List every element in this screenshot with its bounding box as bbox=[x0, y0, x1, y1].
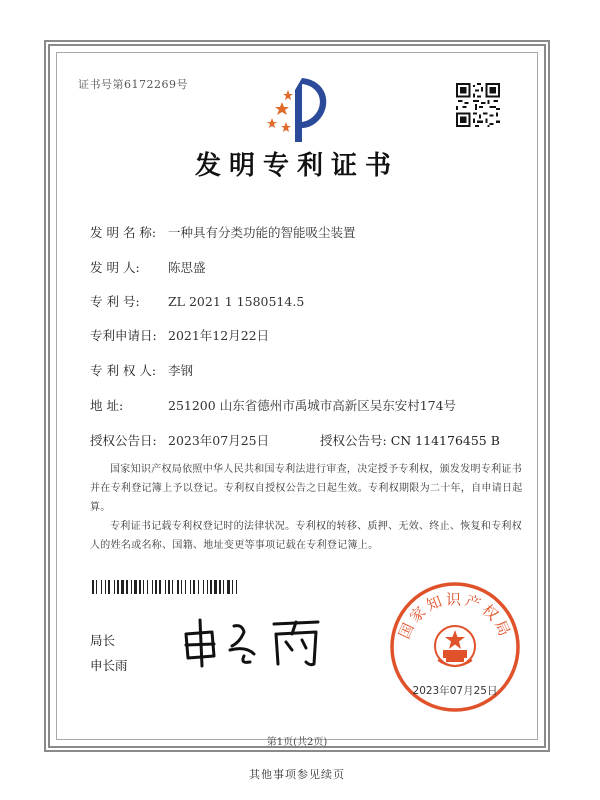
barcode-bar bbox=[198, 580, 199, 594]
invention-name-value: 一种具有分类功能的智能吸尘装置 bbox=[168, 225, 356, 240]
director-name: 申长雨 bbox=[90, 658, 128, 673]
filing-date-row bbox=[90, 326, 269, 344]
grant-pub-no-row bbox=[320, 431, 500, 449]
patentee-row bbox=[90, 361, 193, 379]
barcode-bar bbox=[105, 580, 106, 594]
director-title: 局长 bbox=[90, 633, 116, 648]
grant-pub-date-label: 授权公告日: bbox=[90, 433, 157, 448]
barcode-bar bbox=[96, 580, 97, 594]
barcode-bar bbox=[190, 580, 191, 594]
barcode-bar bbox=[177, 580, 179, 594]
barcode-bar bbox=[139, 580, 141, 594]
grant-pub-no-value: CN 114176455 B bbox=[390, 433, 500, 448]
inventor-row bbox=[90, 258, 206, 276]
barcode-bar bbox=[236, 580, 237, 594]
patentee-value: 李钢 bbox=[168, 363, 194, 378]
grant-pub-date-row bbox=[90, 431, 269, 449]
barcode-bar bbox=[143, 580, 144, 594]
barcode-bar bbox=[114, 580, 115, 594]
patentee-label: 专 利 权 人: bbox=[90, 363, 157, 378]
page-number: 第1页(共2页) bbox=[266, 737, 328, 748]
barcode-bar bbox=[227, 580, 230, 594]
barcode-bar bbox=[155, 580, 157, 594]
qr-code-icon bbox=[456, 83, 500, 127]
barcode-bar bbox=[172, 580, 173, 594]
seal-ring-text: 国家知识产权局 bbox=[395, 590, 515, 642]
invention-name-row bbox=[90, 223, 356, 241]
barcode-bar bbox=[101, 580, 102, 594]
barcode-bar bbox=[219, 580, 221, 594]
barcode-bar bbox=[121, 580, 124, 594]
barcode-bar bbox=[203, 580, 204, 594]
patent-number-value: ZL 2021 1 1580514.5 bbox=[168, 294, 305, 309]
certificate-number: 证书号第6172269号 bbox=[78, 78, 188, 91]
cnipa-logo-icon bbox=[262, 70, 342, 150]
address-value: 251200 山东省德州市禹城市高新区吴东安村174号 bbox=[168, 398, 457, 413]
barcode-bar bbox=[232, 580, 233, 594]
barcode-bar bbox=[92, 580, 94, 594]
barcode-bar bbox=[223, 580, 224, 594]
invention-name-label: 发 明 名 称: bbox=[90, 225, 157, 240]
barcode-bar bbox=[117, 580, 119, 594]
address-row bbox=[90, 396, 456, 414]
barcode-bar bbox=[214, 580, 217, 594]
barcode-bar bbox=[108, 580, 110, 594]
filing-date-value: 2021年12月22日 bbox=[168, 328, 270, 343]
barcode-bar bbox=[147, 580, 148, 594]
barcode-bar bbox=[181, 580, 182, 594]
barcode-bar bbox=[210, 580, 212, 594]
filing-date-label: 专利申请日: bbox=[90, 328, 157, 343]
barcode-bar bbox=[168, 580, 170, 594]
barcode-bar bbox=[131, 580, 132, 594]
barcode-bar bbox=[126, 580, 128, 594]
national-emblem-icon bbox=[435, 626, 475, 666]
grant-pub-no-label: 授权公告号: bbox=[320, 433, 387, 448]
inventor-value: 陈思盛 bbox=[168, 260, 206, 275]
inventor-label: 发 明 人: bbox=[90, 260, 140, 275]
page-title: 发明专利证书 bbox=[194, 151, 399, 181]
barcode-bar bbox=[193, 580, 195, 594]
address-label: 地 址: bbox=[90, 398, 124, 413]
seal-date: 2023年07月25日 bbox=[412, 685, 498, 697]
grant-pub-date-value: 2023年07月25日 bbox=[168, 433, 270, 448]
barcode-bar bbox=[207, 580, 208, 594]
footer-note: 其他事项参见续页 bbox=[249, 768, 345, 781]
barcode-bar bbox=[152, 580, 153, 594]
barcode-bar bbox=[185, 580, 186, 594]
patent-number-label: 专 利 号: bbox=[90, 294, 140, 309]
official-seal bbox=[388, 580, 522, 714]
barcode bbox=[92, 580, 314, 594]
barcode-bar bbox=[165, 580, 166, 594]
patent-number-row bbox=[90, 292, 304, 310]
director-signature bbox=[178, 612, 328, 668]
barcode-bar bbox=[159, 580, 161, 594]
legal-status-paragraph: 专利证书记载专利权登记时的法律状况。专利权的转移、质押、无效、终止、恢复和专利权人的姓名或名称、国籍、地址变更等事项记载在专利登记簿上。 bbox=[90, 521, 522, 551]
grant-statement-paragraph: 国家知识产权局依照中华人民共和国专利法进行审查，决定授予专利权，颁发发明专利证书并在专利登记簿上予以登记。专利权自授权公告之日起生效。专利权期限为二十年，自申请日起算。 bbox=[90, 464, 523, 513]
barcode-bar bbox=[134, 580, 137, 594]
